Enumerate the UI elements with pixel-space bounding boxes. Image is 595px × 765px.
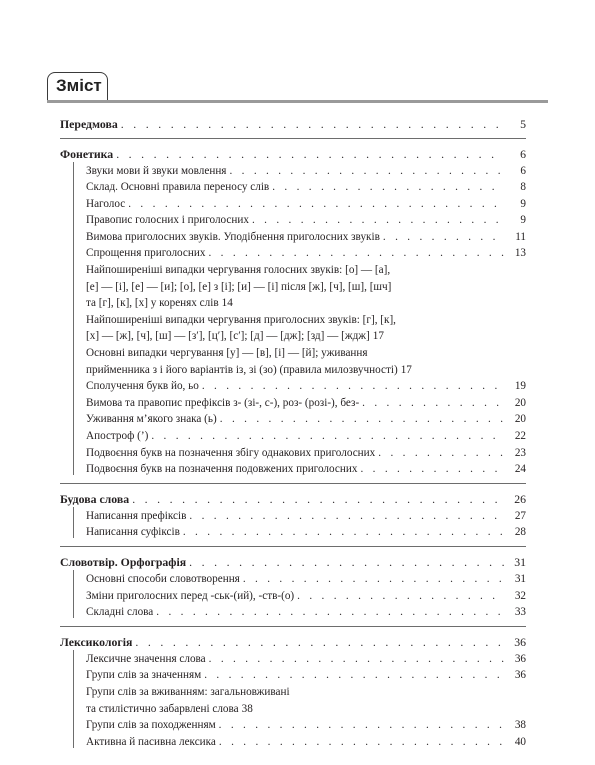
dot-leader (151, 429, 504, 444)
entry-label: Фонетика (60, 147, 116, 162)
entry-label: та стилістично забарвлені слова (86, 702, 242, 717)
page-number: 6 (504, 147, 526, 162)
entry-label: [х] — [ж], [ч], [ш] — [з′], [ц′], [с′]; [д] — [дж]; [зд] — [ждж] (86, 329, 373, 344)
page-number: 6 (504, 164, 526, 179)
toc-section (60, 114, 526, 132)
page-number: 20 (504, 412, 526, 427)
entry-label: Лексикологія (60, 635, 135, 650)
entry-label: Словотвір. Орфографія (60, 555, 189, 570)
page-number: 31 (504, 572, 526, 587)
dot-leader (362, 396, 504, 411)
dot-leader (360, 462, 504, 477)
page-number: 36 (504, 635, 526, 650)
page-number: 24 (504, 462, 526, 477)
dot-leader (121, 117, 504, 132)
toc-sub-entry[interactable] (60, 345, 526, 378)
page-number: 14 (221, 297, 233, 310)
entry-label: Вимова приголосних звуків. Уподібнення приголосних звуків (86, 230, 383, 245)
toc-sub-list (60, 162, 526, 477)
section-divider (60, 483, 526, 484)
dot-leader (383, 230, 504, 245)
toc-section (60, 626, 526, 750)
toc-sub-entry[interactable] (60, 394, 526, 411)
section-divider (60, 138, 526, 139)
entry-label: Передмова (60, 117, 121, 132)
page-number: 22 (504, 429, 526, 444)
toc-sub-entry[interactable] (60, 179, 526, 196)
toc-sub-entry[interactable] (60, 411, 526, 428)
entry-label: Найпоширеніші випадки чергування приголосних звуків: [г], [к], (86, 313, 396, 326)
entry-label: Групи слів за походженням (86, 718, 219, 733)
toc-main-entry[interactable] (60, 144, 526, 162)
page-number: 32 (504, 589, 526, 604)
dot-leader (220, 412, 504, 427)
dot-leader (272, 180, 504, 195)
entry-label: Сполучення букв йо, ьо (86, 379, 202, 394)
page-number: 27 (504, 509, 526, 524)
section-divider (60, 546, 526, 547)
entry-label: Будова слова (60, 492, 132, 507)
entry-label: Лексичне значення слова (86, 652, 209, 667)
toc-sub-entry[interactable] (60, 228, 526, 245)
toc-sub-entry[interactable] (60, 428, 526, 445)
dot-leader (243, 572, 504, 587)
entry-label: Спрощення приголосних (86, 246, 208, 261)
entry-line (86, 262, 526, 279)
page-number: 9 (504, 213, 526, 228)
dot-leader (189, 509, 504, 524)
entry-line (86, 345, 526, 362)
contents-title-tab (47, 72, 108, 101)
dot-leader (135, 635, 504, 650)
page-number: 8 (504, 180, 526, 195)
toc-main-entry[interactable] (60, 114, 526, 132)
page-number: 11 (504, 230, 526, 245)
toc-sub-entry[interactable] (60, 667, 526, 684)
page-number: 40 (504, 735, 526, 750)
entry-line (86, 295, 526, 312)
dot-leader (229, 164, 504, 179)
dot-leader (132, 492, 504, 507)
entry-label: Склад. Основні правила переносу слів (86, 180, 272, 195)
page-title: Зміст (56, 76, 102, 95)
page-number: 17 (400, 363, 412, 376)
toc-sub-entry[interactable] (60, 262, 526, 312)
toc-main-entry[interactable] (60, 552, 526, 570)
entry-label: Апостроф (’) (86, 429, 151, 444)
toc-sub-entry[interactable] (60, 378, 526, 395)
page-number: 23 (504, 446, 526, 461)
toc-sub-entry[interactable] (60, 507, 526, 524)
entry-line (86, 361, 526, 378)
page-number: 28 (504, 525, 526, 540)
page-number: 36 (504, 652, 526, 667)
entry-line (86, 311, 526, 328)
dot-leader (204, 668, 504, 683)
dot-leader (189, 555, 504, 570)
page-number: 17 (372, 330, 384, 343)
page-number: 26 (504, 492, 526, 507)
toc-section (60, 138, 526, 477)
dot-leader (378, 446, 504, 461)
entry-label: Наголос (86, 197, 128, 212)
entry-label: Основні способи словотворення (86, 572, 243, 587)
toc-sub-entry[interactable] (60, 587, 526, 604)
dot-leader (116, 147, 504, 162)
page-number: 20 (504, 396, 526, 411)
page-number: 36 (504, 668, 526, 683)
toc-sub-entry[interactable] (60, 717, 526, 734)
page-number: 13 (504, 246, 526, 261)
entry-label: прийменника з і його варіантів із, зі (зо) (правила милозвучності) (86, 363, 401, 378)
toc-sub-entry[interactable] (60, 733, 526, 750)
page-number: 31 (504, 555, 526, 570)
toc-sub-entry[interactable] (60, 444, 526, 461)
dot-leader (219, 718, 504, 733)
entry-label: Основні випадки чергування [у] — [в], [і] — [й]; уживання (86, 347, 368, 360)
section-divider (60, 626, 526, 627)
toc-sub-entry[interactable] (60, 162, 526, 179)
page-number: 19 (504, 379, 526, 394)
entry-label: Звуки мови й звуки мовлення (86, 164, 229, 179)
entry-line (86, 700, 526, 717)
entry-label: Подвоєння букв на позначення збігу однакових приголосних (86, 446, 378, 461)
dot-leader (128, 197, 504, 212)
dot-leader (208, 246, 504, 261)
page-number: 38 (504, 718, 526, 733)
entry-label: Групи слів за вживанням: загальновживані (86, 685, 290, 698)
toc-main-entry[interactable] (60, 489, 526, 507)
entry-label: та [г], [к], [х] у коренях слів (86, 296, 222, 311)
toc-sub-list (60, 507, 526, 540)
page-number: 33 (504, 605, 526, 620)
entry-label: Зміни приголосних перед -ськ-(ий), -ств-(о) (86, 589, 297, 604)
toc-sub-entry[interactable] (60, 683, 526, 716)
entry-label: Групи слів за значенням (86, 668, 204, 683)
entry-label: Активна й пасивна лексика (86, 735, 219, 750)
entry-label: Подвоєння букв на позначення подовжених приголосних (86, 462, 360, 477)
entry-label: Написання префіксів (86, 509, 189, 524)
toc-sub-entry[interactable] (60, 195, 526, 212)
table-of-contents (60, 114, 526, 756)
entry-line (86, 683, 526, 700)
dot-leader (202, 379, 504, 394)
dot-leader (252, 213, 504, 228)
toc-sub-entry[interactable] (60, 245, 526, 262)
dot-leader (219, 735, 504, 750)
entry-label: Правопис голосних і приголосних (86, 213, 252, 228)
entry-label: [е] — [і], [е] — [и]; [о], [е] з [і]; [и] — [і] після [ж], [ч], [ш], [шч] (86, 280, 392, 293)
dot-leader (297, 589, 504, 604)
entry-line (86, 278, 526, 295)
toc-section (60, 546, 526, 620)
entry-label: Вимова та правопис префіксів з- (зі-, с-), роз- (розі-), без- (86, 396, 362, 411)
toc-sub-list (60, 650, 526, 750)
entry-label: Написання суфіксів (86, 525, 183, 540)
toc-main-entry[interactable] (60, 632, 526, 650)
toc-sub-entry[interactable] (60, 212, 526, 229)
toc-sub-entry[interactable] (60, 524, 526, 541)
page-number: 5 (504, 117, 526, 132)
toc-sub-entry[interactable] (60, 461, 526, 478)
toc-sub-entry[interactable] (60, 604, 526, 621)
toc-sub-entry[interactable] (60, 311, 526, 344)
toc-section (60, 483, 526, 540)
toc-sub-entry[interactable] (60, 650, 526, 667)
toc-sub-entry[interactable] (60, 570, 526, 587)
dot-leader (183, 525, 504, 540)
title-rule (47, 100, 548, 103)
entry-label: Складні слова (86, 605, 156, 620)
page-number: 38 (241, 702, 253, 715)
dot-leader (209, 652, 504, 667)
dot-leader (156, 605, 504, 620)
toc-sub-list (60, 570, 526, 620)
entry-label: Найпоширеніші випадки чергування голосних звуків: [о] — [а], (86, 264, 391, 277)
page-number: 9 (504, 197, 526, 212)
entry-label: Уживання м’якого знака (ь) (86, 412, 220, 427)
entry-line (86, 328, 526, 345)
